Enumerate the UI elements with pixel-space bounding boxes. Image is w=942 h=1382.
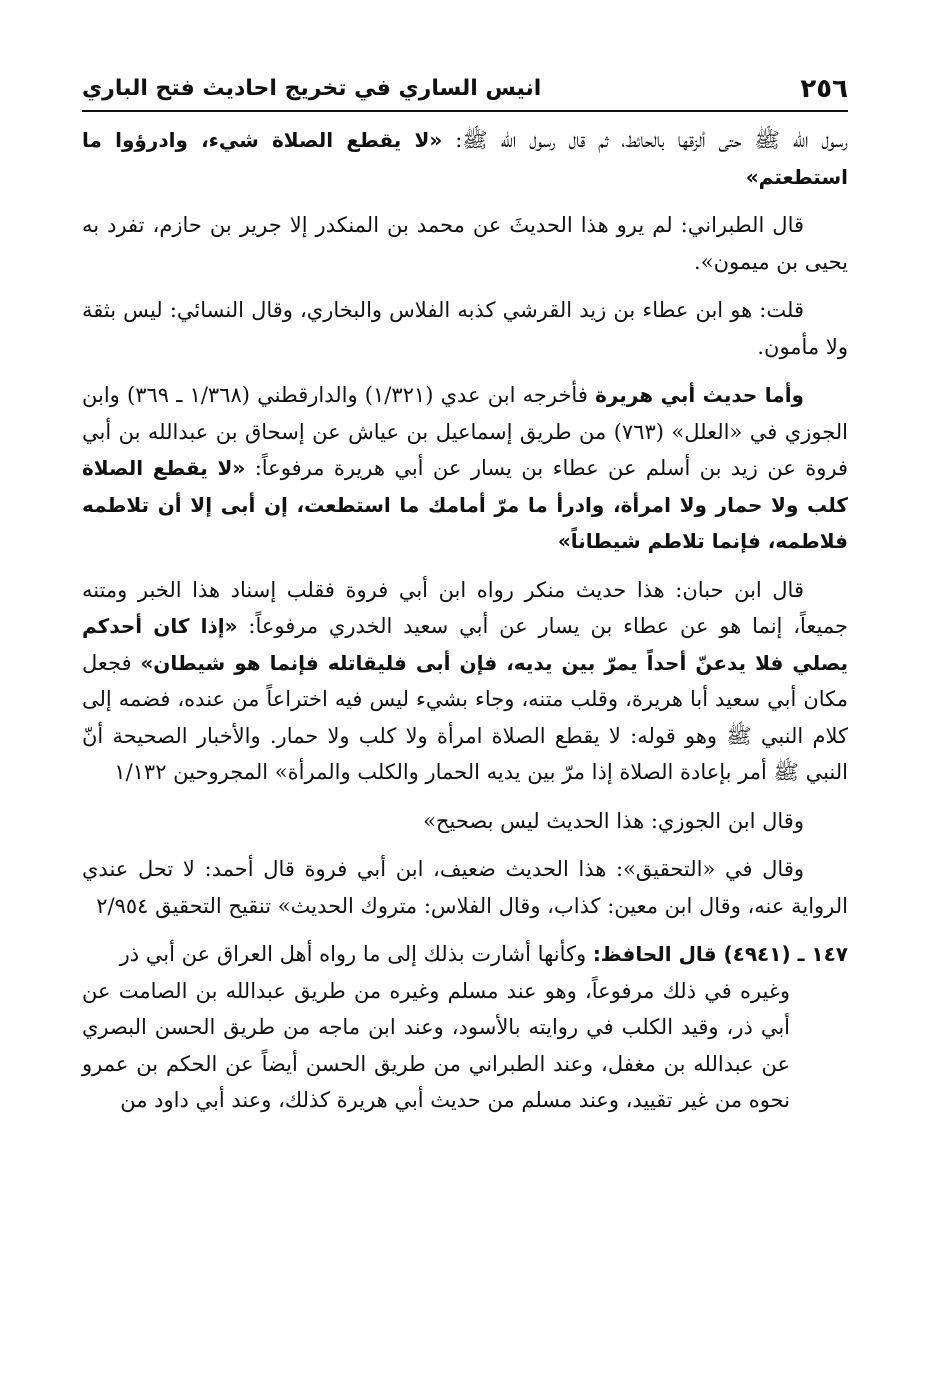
text-run: قال ابن حبان: هذا حديث منكر رواه ابن أبي فروة فقلب إسناد هذا الخبر ومتنه جميعاً، إنما هو عن عطاء بن يسار عن أبي سعيد الخدري مرفوعاً: bbox=[82, 577, 848, 638]
text-run: قلت: هو ابن عطاء بن زيد القرشي كذبه الفلاس والبخاري، وقال النسائي: ليس بثقة ولا مأمون. bbox=[82, 298, 848, 359]
entry-first-text: وكأنها أشارت بذلك إلى ما رواه أهل العراق عن أبي ذر bbox=[119, 942, 593, 966]
entry-first-line bbox=[82, 936, 848, 973]
text-run: وقال في «التحقيق»: هذا الحديث ضعيف، ابن أبي فروة قال أحمد: لا تحل عندي الرواية عنه، وقال ابن معين: كذاب، وقال الفلاس: متروك الحديث» تنقيح التحقيق ٢/٩٥٤ bbox=[82, 857, 848, 918]
text-run: فأخرجه ابن عدي (١/٣٢١) والدارقطني (١/٣٦٨ ـ ٣٦٩) وابن الجوزي في «العلل» (٧٦٣) من طريق إسماعيل بن عياش عن إسحاق بن عبدالله بن أبي فروة عن زيد بن أسلم عن عطاء بن يسار عن أبي هريرة مرفوعاً: bbox=[82, 383, 849, 480]
bold-text-run: وأما حديث أبي هريرة bbox=[595, 383, 804, 407]
paragraph bbox=[82, 207, 848, 280]
text-run: وقال ابن الجوزي: هذا الحديث ليس بصحيح» bbox=[423, 808, 804, 833]
bold-text-run: «لا يقطع الصلاة شيء، وادرؤوا ما استطعتم» bbox=[82, 128, 848, 189]
paragraph-list bbox=[82, 122, 848, 924]
page-header bbox=[82, 68, 848, 112]
entry-continuation: وغيره في ذلك مرفوعاً، وهو عند مسلم وغيره من طريق عبدالله بن الصامت عن أبي ذر، وقيد الكلب في روايته بالأسود، وعند ابن ماجه من طريق الحسن البصري عن عبدالله بن مغفل، وعند الطبراني من طريق الحسن أيضاً عن الحكم بن عمرو نحوه من غير تقييد، وعند مسلم من حديث أبي هريرة كذلك، وعند أبي داود من bbox=[82, 978, 790, 1112]
book-title: انيس الساري في تخريج احاديث فتح الباري bbox=[82, 76, 542, 101]
text-run: قال الطبراني: لم يرو هذا الحديثَ عن محمد بن المنكدر إلا جرير بن حازم، تفرد به يحيى بن ميمون». bbox=[82, 213, 848, 274]
paragraph bbox=[82, 803, 848, 840]
paragraph bbox=[82, 377, 848, 560]
entry-lead: ١٤٧ ـ (٤٩٤١) قال الحافظ: bbox=[592, 942, 848, 966]
page-number: ٢٥٦ bbox=[800, 74, 848, 104]
paragraph bbox=[82, 572, 848, 791]
paragraph bbox=[82, 122, 848, 195]
page-body bbox=[82, 122, 848, 1119]
paragraph bbox=[82, 292, 848, 365]
text-run: رسول الله ﷺ حتى ألزقها بالحائط، ثم قال رسول الله ﷺ: bbox=[442, 128, 848, 152]
hadith-entry bbox=[82, 936, 848, 1119]
text-run: فجعل مكان أبي سعيد أبا هريرة، وقلب متنه، وجاء بشيء ليس فيه اختراعاً من عنده، فضمه إلى كلام النبي ﷺ وهو قوله: لا يقطع الصلاة امرأة ولا كلب ولا حمار. والأخبار الصحيحة أنّ النبي ﷺ أمر بإعادة الصلاة إذا مرّ بين يديه الحمار والكلب والمرأة» المجروحين ١/١٣٢ bbox=[82, 650, 848, 784]
bold-text-run: «لا يقطع الصلاة كلب ولا حمار ولا امرأة، وادرأ ما مرّ أمامك ما استطعت، إن أبى إلا أن تلاطمه فلاطمه، فإنما تلاطم شيطاناً» bbox=[82, 456, 848, 553]
paragraph bbox=[82, 851, 848, 924]
bold-text-run: «إذا كان أحدكم يصلي فلا يدعنّ أحداً يمرّ بين يديه، فإن أبى فليقاتله فإنما هو شيطان» bbox=[82, 614, 848, 675]
